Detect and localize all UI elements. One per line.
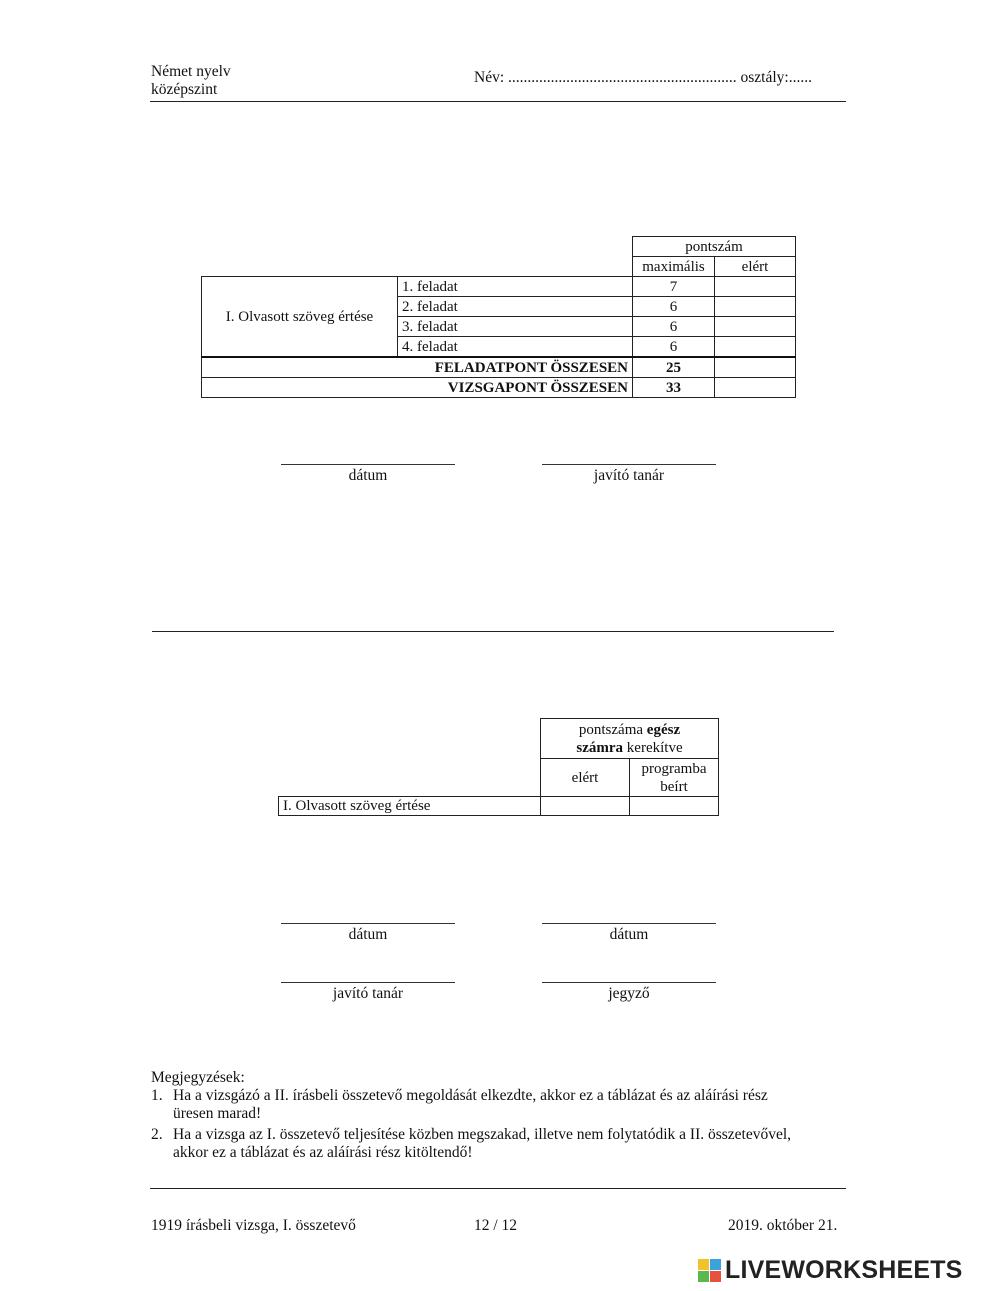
teacher-signature-line[interactable] [281, 982, 455, 983]
rounded-score-header: pontszáma egész számra kerekítve [541, 719, 719, 759]
footer-date: 2019. október 21. [728, 1217, 838, 1234]
task-label: 1. feladat [398, 277, 633, 297]
liveworksheets-logo-icon [698, 1259, 721, 1282]
subject-level: középszint [151, 81, 218, 98]
task-max-points: 6 [633, 317, 715, 337]
note-number: 2. [151, 1126, 163, 1143]
date-label: dátum [348, 467, 388, 484]
achieved-points-header: elért [715, 257, 796, 277]
task-achieved-input[interactable] [715, 337, 796, 358]
registrar-label: jegyző [608, 985, 650, 1002]
liveworksheets-logo [698, 1256, 963, 1285]
footer-rule [150, 1188, 846, 1189]
note-number: 1. [151, 1087, 163, 1104]
task-achieved-input[interactable] [715, 277, 796, 297]
rounded-score-table [278, 718, 719, 816]
task-achieved-input[interactable] [715, 297, 796, 317]
program-entered-header: programba beírt [630, 759, 719, 797]
task-total-label: FELADATPONT ÖSSZESEN [202, 357, 633, 378]
note-text: üresen marad! [173, 1105, 262, 1122]
task-max-points: 6 [633, 337, 715, 358]
task-label: 3. feladat [398, 317, 633, 337]
score-table [201, 236, 796, 398]
date-label: dátum [609, 926, 649, 943]
max-points-header: maximális [633, 257, 715, 277]
task-label: 2. feladat [398, 297, 633, 317]
teacher-signature-line[interactable] [542, 464, 716, 465]
program-entered-input[interactable] [630, 797, 719, 816]
task-max-points: 6 [633, 297, 715, 317]
points-group-header: pontszám [633, 237, 796, 257]
achieved-input[interactable] [541, 797, 630, 816]
task-label: 4. feladat [398, 337, 633, 358]
registrar-signature-line[interactable] [542, 982, 716, 983]
date-signature-line[interactable] [542, 923, 716, 924]
notes-title: Megjegyzések: [151, 1069, 245, 1086]
date-label: dátum [348, 926, 388, 943]
task-max-points: 7 [633, 277, 715, 297]
note-text: Ha a vizsga az I. összetevő teljesítése közben megszakad, illetve nem folytatódik a II. összetevővel, [173, 1126, 792, 1143]
section-divider [152, 631, 834, 632]
task-achieved-input[interactable] [715, 317, 796, 337]
page-number: 12 / 12 [474, 1217, 518, 1234]
subject-name: Német nyelv [151, 63, 231, 80]
section-label: I. Olvasott szöveg értése [202, 277, 398, 358]
teacher-label: javító tanár [332, 985, 404, 1002]
task-total-max: 25 [633, 357, 715, 378]
note-text: akkor ez a táblázat és az aláírási rész kitöltendő! [173, 1144, 473, 1161]
exam-total-max: 33 [633, 378, 715, 398]
note-text: Ha a vizsgázó a II. írásbeli összetevő megoldását elkezdte, akkor ez a táblázat és az aláírási rész [173, 1087, 768, 1104]
exam-total-achieved-input[interactable] [715, 378, 796, 398]
liveworksheets-wordmark: LIVEWORKSHEETS [725, 1256, 963, 1284]
header-rule [150, 101, 846, 102]
task-total-achieved-input[interactable] [715, 357, 796, 378]
exam-total-label: VIZSGAPONT ÖSSZESEN [202, 378, 633, 398]
achieved-header: elért [541, 759, 630, 797]
teacher-label: javító tanár [593, 467, 665, 484]
footer-exam-info: 1919 írásbeli vizsga, I. összetevő [151, 1217, 356, 1234]
section-label: I. Olvasott szöveg értése [279, 797, 541, 816]
name-class-field: Név: ........................................................... osztály:...... [474, 69, 812, 86]
date-signature-line[interactable] [281, 464, 455, 465]
date-signature-line[interactable] [281, 923, 455, 924]
